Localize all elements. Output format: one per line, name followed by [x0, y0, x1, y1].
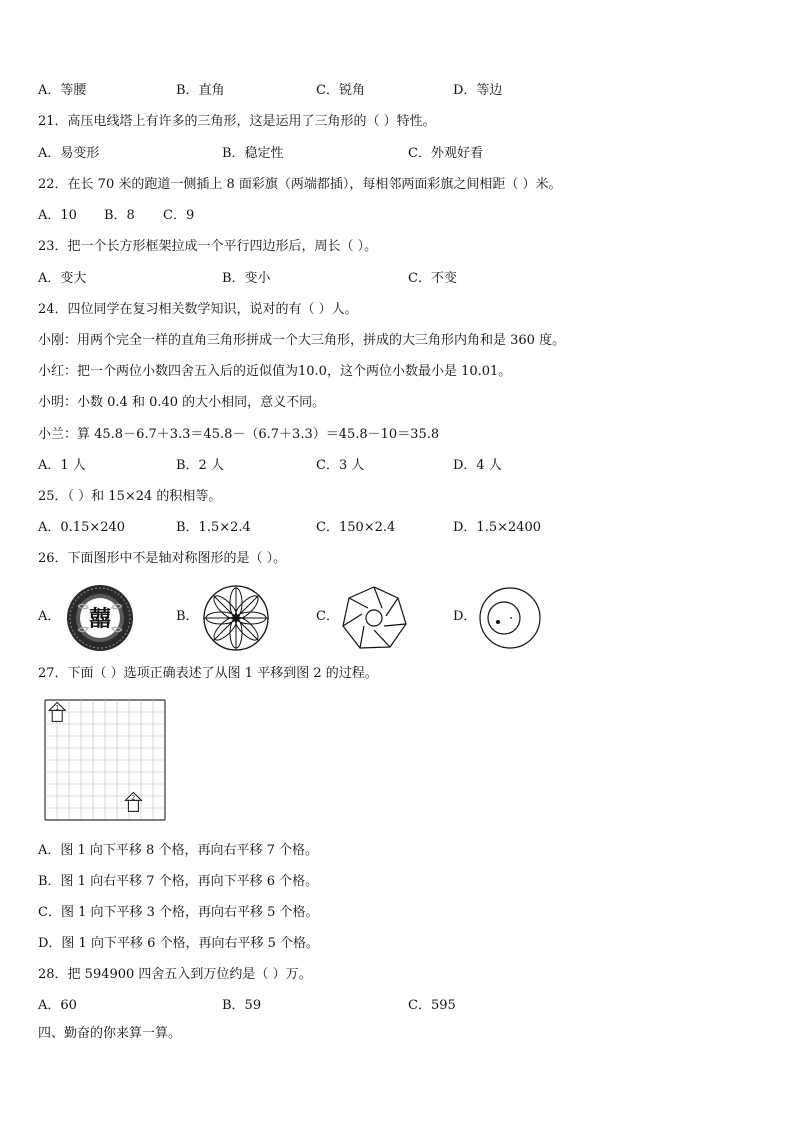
q26-label-b: B．: [176, 609, 199, 624]
svg-text:1: 1: [55, 704, 60, 712]
figure-2-house: [125, 792, 141, 811]
q24-question: 24．四位同学在复习相关数学知识，说对的有（ ）人。: [38, 302, 358, 317]
double-happiness-seal-icon: [66, 584, 134, 652]
q25-question: 25．（ ）和 15×24 的积相等。: [38, 489, 222, 504]
q24-statement: 小刚：用两个完全一样的直角三角形拼成一个大三角形，拼成的大三角形内角和是 360 度。: [38, 333, 566, 348]
section-4-heading: 四、勤奋的你来算一算。: [38, 1026, 182, 1041]
q23-option-c: C．不变: [408, 271, 457, 286]
q21-question: 21．高压电线塔上有许多的三角形，这是运用了三角形的（ ）特性。: [38, 114, 436, 129]
q27-option-c: C．图 1 向下平移 3 个格，再向右平移 5 个格。: [38, 905, 319, 920]
q26-label-d: D．: [453, 609, 477, 624]
q21-option-b: B．稳定性: [222, 146, 284, 161]
q25-option-d: D．1.5×2400: [453, 520, 542, 535]
q28-question: 28．把 594900 四舍五入到万位约是（ ）万。: [38, 967, 312, 982]
q25-option-b: B．1.5×2.4: [176, 520, 251, 535]
q22-option-b: B．8: [104, 208, 135, 223]
svg-text:2: 2: [131, 794, 136, 802]
q23-question: 23．把一个长方形框架拉成一个平行四边形后，周长（ ）。: [38, 239, 378, 254]
q22-question: 22．在长 70 米的跑道一侧插上 8 面彩旗（两端都插），每相邻两面彩旗之间相距（ ）米。: [38, 177, 562, 192]
q24-option-a: A．1 人: [38, 458, 86, 473]
q20-option-b: B．直角: [176, 83, 225, 98]
q24-option-d: D．4 人: [453, 458, 502, 473]
q24-option-c: C．3 人: [316, 458, 365, 473]
translation-grid: [43, 698, 167, 822]
q24-statement: 小红：把一个两位小数四舍五入后的近似值为10.0，这个两位小数最小是 10.01。: [38, 364, 512, 379]
q28-option-b: B．59: [222, 998, 262, 1013]
q21-option-c: C．外观好看: [408, 146, 483, 161]
q20-option-a: A．等腰: [38, 83, 87, 98]
q26-question: 26．下面图形中不是轴对称图形的是（ ）。: [38, 551, 287, 566]
q26-label-c: C．: [316, 609, 339, 624]
q22-option-a: A．10: [38, 208, 77, 223]
q27-option-b: B．图 1 向右平移 7 个格，再向下平移 6 个格。: [38, 874, 319, 889]
q26-label-a: A．: [38, 609, 61, 624]
q23-option-a: A．变大: [38, 271, 87, 286]
q24-statement: 小兰：算 45.8－6.7＋3.3＝45.8－（6.7＋3.3）＝45.8－10＝35.8: [38, 427, 440, 442]
q20-option-d: D．等边: [453, 83, 503, 98]
q22-option-c: C．9: [163, 208, 195, 223]
q23-option-b: B．变小: [222, 271, 271, 286]
q24-statement: 小明：小数 0.4 和 0.40 的大小相同，意义不同。: [38, 395, 326, 410]
circle-with-dot-icon: [478, 586, 542, 650]
pinwheel-polygon-icon: [340, 584, 408, 652]
q27-option-d: D．图 1 向下平移 6 个格，再向右平移 5 个格。: [38, 936, 320, 951]
q20-option-c: C．锐角: [316, 83, 365, 98]
flower-in-circle-icon: [202, 584, 270, 652]
q28-option-a: A．60: [38, 998, 77, 1013]
seal-glyph: 囍: [88, 607, 112, 632]
q25-option-c: C．150×2.4: [316, 520, 396, 535]
q25-option-a: A．0.15×240: [38, 520, 126, 535]
q27-question: 27．下面（ ）选项正确表述了从图 1 平移到图 2 的过程。: [38, 666, 378, 681]
q28-option-c: C．595: [408, 998, 456, 1013]
q24-option-b: B．2 人: [176, 458, 224, 473]
q27-option-a: A．图 1 向下平移 8 个格，再向右平移 7 个格。: [38, 843, 318, 858]
q21-option-a: A．易变形: [38, 146, 100, 161]
